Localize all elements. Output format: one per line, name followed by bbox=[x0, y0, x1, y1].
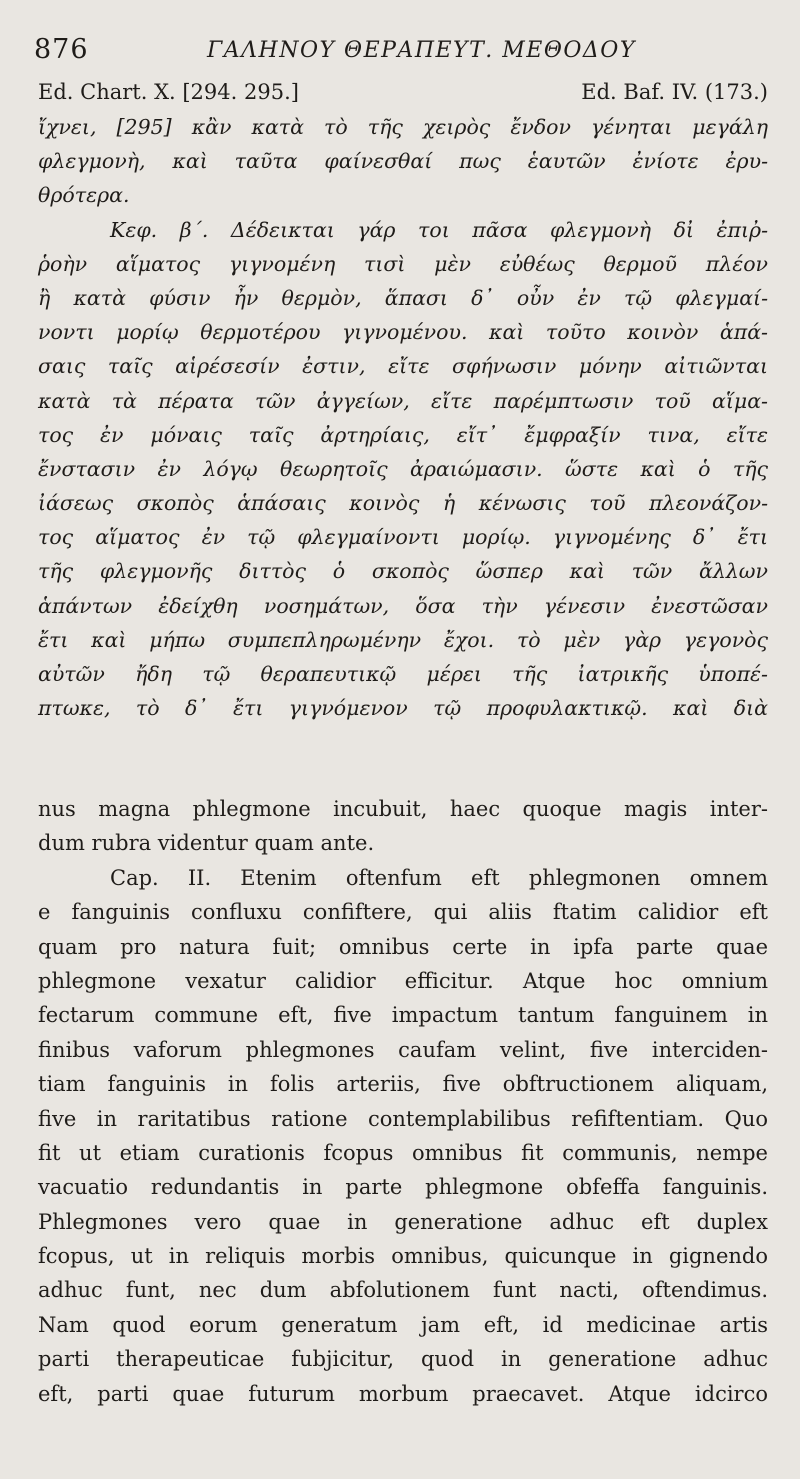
latin-line: five in raritatibus ratione contemplabilibus refiftentiam. Quo bbox=[38, 1106, 768, 1131]
greek-line: ἰάσεως σκοπὸς ἁπάσαις κοινὸς ἡ κένωσις τοῦ πλεονάζον- bbox=[38, 491, 768, 516]
greek-line: ἢ κατὰ φύσιν ἦν θερμὸν, ἅπασι δ᾽ οὖν ἐν τῷ φλεγμαί- bbox=[38, 285, 768, 310]
greek-chapter-start: Κεφ. β΄. Δέδεικται γάρ τοι πᾶσα φλεγμονὴ δἰ ἐπιῤ- bbox=[110, 217, 768, 242]
latin-line: fit ut etiam curationis fcopus omnibus fit communis, nempe bbox=[38, 1140, 768, 1165]
greek-line: αὐτῶν ἤδη τῷ θεραπευτικῷ μέρει τῆς ἰατρικῆς ὑποπέ- bbox=[38, 662, 768, 686]
latin-line: fectarum commune eft, five impactum tantum fanguinem in bbox=[38, 1003, 768, 1028]
latin-line: parti therapeuticae fubjicitur, quod in generatione adhuc bbox=[38, 1347, 768, 1372]
greek-line: πτωκε, τὸ δ᾽ ἔτι γιγνόμενον τῷ προφυλακτικῷ. καὶ διὰ bbox=[38, 696, 768, 721]
latin-line: e fanguinis confluxu confiftere, qui aliis ftatim calidior eft bbox=[38, 900, 768, 925]
greek-line: ἔνστασιν ἐν λόγῳ θεωρητοῖς ἀραιώμασιν. ὥστε καὶ ὁ τῆς bbox=[38, 456, 768, 481]
latin-chapter-start: Cap. II. Etenim oftenfum eft phlegmonen omnem bbox=[110, 865, 768, 890]
greek-line: ῥοὴν αἵματος γιγνομένη τισὶ μὲν εὐθέως θερμοῦ πλέον bbox=[38, 251, 768, 276]
latin-line: phlegmone vexatur calidior efficitur. Atque hoc omnium bbox=[38, 968, 768, 993]
greek-line: ἁπάντων ἐδείχθη νοσημάτων, ὅσα τὴν γένεσιν ἐνεστῶσαν bbox=[38, 593, 768, 618]
latin-line: nus magna phlegmone incubuit, haec quoque magis inter- bbox=[38, 797, 768, 821]
greek-line: τος αἵματος ἐν τῷ φλεγμαίνοντι μορίῳ. γιγνομένης δ᾽ ἔτι bbox=[38, 525, 768, 550]
latin-line: finibus vaforum phlegmones caufam velint, five interciden- bbox=[38, 1037, 768, 1062]
latin-line: quam pro natura fuit; omnibus certe in ipfa parte quae bbox=[38, 934, 768, 959]
latin-line: eft, parti quae futurum morbum praecavet. Atque idcirco bbox=[38, 1381, 768, 1406]
greek-line: τος ἐν μόναις ταῖς ἀρτηρίαις, εἴτ᾽ ἔμφραξίν τινα, εἴτε bbox=[38, 422, 768, 447]
latin-line: vacuatio redundantis in parte phlegmone obfeffa fanguinis. bbox=[38, 1175, 768, 1200]
greek-line: τῆς φλεγμονῆς διττὸς ὁ σκοπὸς ὥσπερ καὶ τῶν ἄλλων bbox=[38, 559, 768, 584]
page-number: 876 bbox=[34, 34, 89, 65]
greek-text-block bbox=[38, 110, 768, 725]
greek-line: φλεγμονὴ, καὶ ταῦτα φαίνεσθαί πως ἑαυτῶν ἐνίοτε ἐρυ- bbox=[38, 149, 768, 174]
edition-basel-ref: Ed. Baf. IV. (173.) bbox=[581, 80, 768, 104]
greek-line: θρότερα. bbox=[38, 183, 130, 208]
latin-line: Nam quod eorum generatum jam eft, id medicinae artis bbox=[38, 1312, 768, 1337]
running-title: ΓΑΛΗΝΟΥ ΘΕΡΑΠΕΥΤ. ΜΕΘΟΔΟΥ bbox=[207, 38, 636, 63]
latin-line: fcopus, ut in reliquis morbis omnibus, quicunque in gignendo bbox=[38, 1244, 768, 1269]
latin-line: dum rubra videntur quam ante. bbox=[38, 831, 375, 856]
latin-line: Phlegmones vero quae in generatione adhuc eft duplex bbox=[38, 1209, 768, 1234]
latin-line: tiam fanguinis in folis arteriis, five obftructionem aliquam, bbox=[38, 1072, 768, 1097]
greek-line: κατὰ τὰ πέρατα τῶν ἀγγείων, εἴτε παρέμπτωσιν τοῦ αἵμα- bbox=[38, 388, 768, 413]
greek-line: ἴχνει, [295] κἂν κατὰ τὸ τῆς χειρὸς ἔνδον γένηται μεγάλη bbox=[38, 115, 768, 139]
greek-line: σαις ταῖς αἱρέσεσίν ἐστιν, εἴτε σφήνωσιν μόνην αἰτιῶνται bbox=[38, 354, 768, 379]
edition-chartier-ref: Ed. Chart. X. [294. 295.] bbox=[38, 80, 299, 104]
greek-line: ἔτι καὶ μήπω συμπεπληρωμένην ἔχοι. τὸ μὲν γὰρ γεγονὸς bbox=[38, 627, 768, 652]
page-header bbox=[32, 30, 772, 70]
latin-line: adhuc funt, nec dum abfolutionem funt nacti, oftendimus. bbox=[38, 1278, 768, 1303]
latin-text-block bbox=[38, 792, 768, 1411]
greek-line: νοντι μορίῳ θερμοτέρου γιγνομένου. καὶ τοῦτο κοινὸν ἁπά- bbox=[38, 320, 768, 345]
edition-reference-line bbox=[38, 80, 768, 110]
